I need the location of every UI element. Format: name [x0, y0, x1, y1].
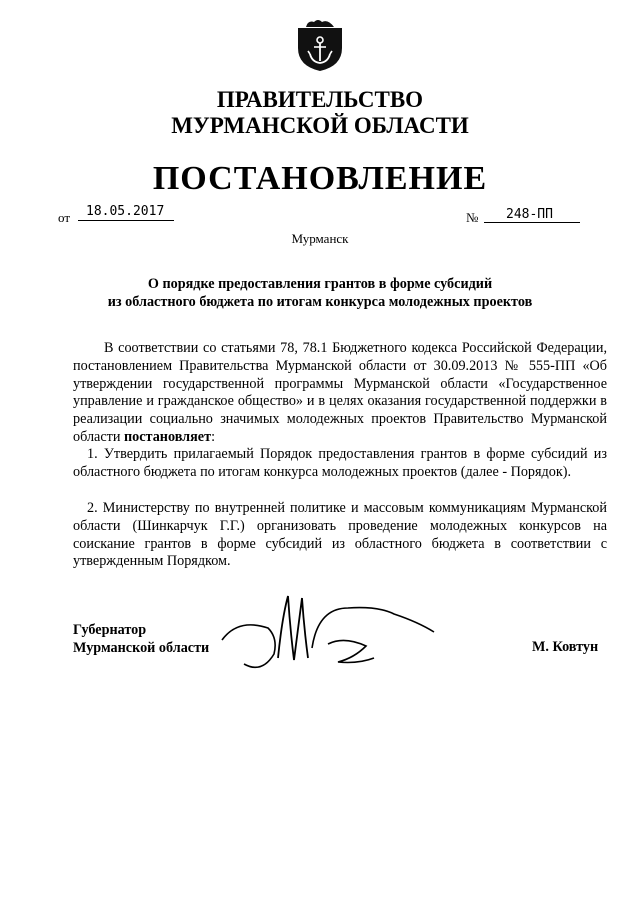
handwritten-signature [218, 588, 446, 678]
signatory-title-line2: Мурманской области [73, 640, 210, 656]
government-title-line1: ПРАВИТЕЛЬСТВО [216, 87, 424, 112]
preamble-colon: : [211, 428, 216, 445]
date-prefix: от [58, 210, 71, 225]
document-title [70, 275, 570, 311]
government-title-line2: МУРМАНСКОЙ ОБЛАСТИ [171, 113, 469, 138]
signatory-title-line1: Губернатор [73, 622, 147, 638]
document-number: 248-ПП [484, 207, 580, 223]
preamble-decree-word: постановляет [123, 428, 212, 445]
coat-of-arms-icon [296, 18, 344, 72]
paragraph-item-2: 2. Министерству по внутренней политике и массовым коммуникациям Мурманской области (Шинкарчук Г.Г.) организовать проведение молодежных конкурсов на соискание грантов в форме субсидий из областного бюджета в соответствии с утвержденным Порядком. [73, 500, 607, 570]
city-name: Мурманск [291, 231, 349, 246]
signatory-title [73, 621, 209, 657]
signatory-name: М. Ковтун [532, 639, 599, 655]
title-line2: из областного бюджета по итогам конкурса молодежных проектов [107, 294, 533, 310]
title-line1: О порядке предоставления грантов в форме субсидий [147, 276, 493, 292]
number-prefix: № [466, 210, 479, 225]
document-date: 18.05.2017 [78, 203, 174, 221]
paragraph-item-1: 1. Утвердить прилагаемый Порядок предоставления грантов в форме субсидий из областного бюджета по итогам конкурса молодежных проектов (далее - Порядок). [73, 446, 607, 480]
paragraph-preamble [73, 340, 607, 447]
preamble-text: В соответствии со статьями 78, 78.1 Бюджетного кодекса Российской Федерации, постановлением Правительства Мурманской области от 30.09.2013 № 555-ПП «Об утверждении государственной программы Мурманской области «Государственное управление и гражданское общество» и в целях оказания государственной поддержки в реализации социально значимых молодежных проектов Правительство Мурманской области [73, 340, 607, 445]
document-type-heading: ПОСТАНОВЛЕНИЕ [152, 160, 488, 197]
